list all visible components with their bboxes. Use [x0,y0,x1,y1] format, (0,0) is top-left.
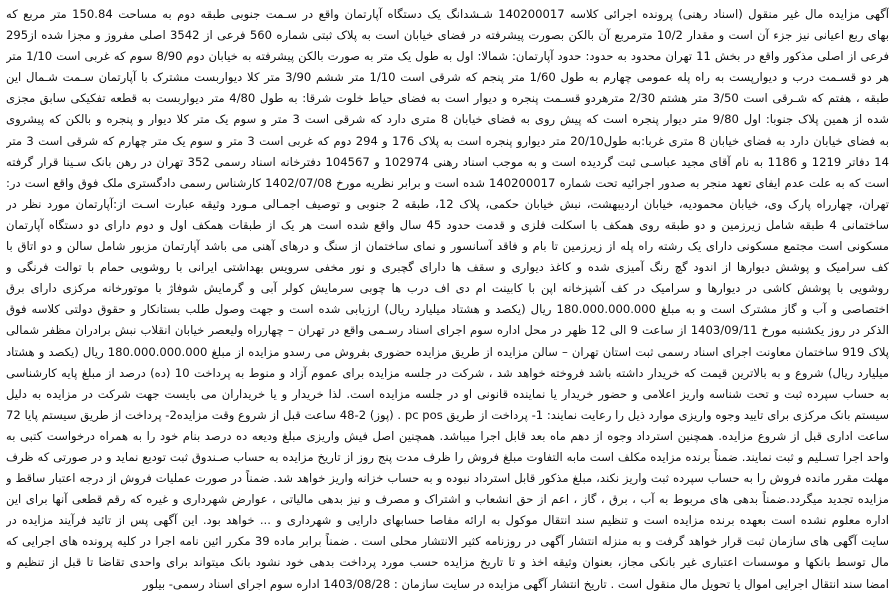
notice-line: سیستم بانک مرکزی برای تایید وجوه واریزی موارد ذیل را رعایت نمایند: 1- پرداخت از طریق pc pos . (پوز) 2-48 ساعت قبل از شروع وقت مزایده2- پرداخت از طریق سیستم پایا 72 [6,407,889,422]
notice-line: تهران، چهارراه پارک وی، خیابان محمودیه، خیابان اردیبهشت، نبش خیابان حکمی، پلاک 12، طبقه 2 جنوبی و توصیف اجمـالی مـورد وثیقه عبارت اسـت از:آپارتمان مورد نظر در [6,196,889,211]
notice-line: آگهی مزایده مال غیر منقول (اسناد رهنی) پرونده اجرائی کلاسه 140200017 شـشدانگ یک دستگاه آپارتمان واقع در سـمت جنوبی طبقه دوم به مساحت 150.84 متر مربع که [6,7,889,21]
notice-line: میلیارد ریال) شروع و به بالاترین قیمت که خریدار داشته باشد فروخته خواهد شد ، شرکت در جلسه مزایده برای عموم آزاد و منوط به پرداخت 10 (ده) درصد از مبلغ پایه کارشناسی [6,365,889,380]
notice-line: ساعت اداری قبل از شروع مزایده. همچنین استرداد وجوه از دهم ماه بعد قابل اجرا میباشد. همچنین اصل فیش واریزی مبلغ ودیعه ده درصد بنام خود را به همراه درخواست کتبی به [6,428,889,443]
notice-line: شده از همین پلاک جنوبا: اول 9/80 متر دیوار پنجره است که پیش روی به فضای خیابان 8 متری دارد که شرقی است 3 متر و سوم یک متر کلا دیوار و پنجره و بالکن که پیشروی [6,112,889,127]
notice-line: اختصاصی و آب و گاز مشترک است و به مبلغ 180.000.000.000 ریال (یکصد و هشتاد میلیارد ریال) ارزیابی شده است و جهت وصول طلب بستانکار و حقوق دولتی کلاسه فوق [6,302,889,317]
notice-line: 14 دفاتر 1219 و 1186 به نام آقای مجید عباسـی ثبت گردیده است و به موجب اسناد رهنی 102974 و 104567 دفترخانه اسناد رسمی 352 تهران در رهن بانک سـینا قرار گرفته [6,154,889,169]
notice-line: کف سرامیک و پوشش دیوارها از اندود گچ رنگ آمیزی شده و کاغذ دیواری و سقف ها دارای گچبری و نور مخفی سرویس بهداشتی ایرانی با روشویی حمام با توالت فرنگی و [6,260,889,275]
notice-line: روشویی با پوشش کاشی در دیوارها و سرامیک در کف آشپزخانه اپن با کابینت ام دی اف درب ها چوبی سرمایش کولر آبی و گرمایش شوفاژ با موتورخانه مرکزی دارای برق [6,281,889,296]
notice-line: مال توسط بانکها و موسسات اعتباری غیر بانکی مجاز، بعنوان وثیقه اخذ و تا تاریخ مزایده حسب مورد پرداخت بدهی خود نشود بانک میتواند برای واحدی تقاضا تا قبل از تنظیم و [6,555,889,570]
notice-line: ساختمانی 4 طبقه شامل زیرزمین و دو طبقه روی همکف با اسکلت فلزی و قدمت حدود 45 سال واقع شده است هر یک از طبقات همکف اول و دوم دارای دو دستگاه آپارتمان [6,217,889,232]
notice-line: سایت آگهی های سازمان ثبت قرار خواهد گرفت و به منزله انتشار آگهی در روزنامه کثیر الانتشار محلی است . ضمناً برابر ماده 39 مکرر ائین نامه اجرا در کلیه پرونده های اجرایی که [6,534,889,549]
notice-line: به فضای خیابان دارد به فضای خیابان 8 متری غربا:به طول20/10 متر دیوارو پنجره است به پلاک 176 و 294 دوم که غربی است 3 متر و سوم یک متر چهارم که شرقی است 3 متر [6,133,889,148]
notice-line: هر دو قسـمت درب و دیوارپست به راه پله عمومی چهارم به طول 1/60 متر پنجم که شرقی است 1/10 متر ششم 3/90 متر کلا دیواربست مشترک با آپارتمان سـمت شـمال این [6,70,889,85]
notice-line: طبقه ، هفتم که شـرقی است 3/50 متر هشتم 2/30 مترهردو قسـمت پنجره و دیوار است به فضای حیاط خلوت شرقا: به طول 4/80 متر دیواربست به قطعه تفکیکی سابق مجزی [6,91,889,106]
notice-line: مزایده تجدید میگردد.ضمناً بدهی های مربوط به آب ، برق ، گاز ، اعم از حق انشعاب و اشتراک و مصرف و نیز بدهی مالیاتی ، عوارض شهرداری و غیره که رقم قطعی آنها برای این [6,492,889,507]
notice-line: اداره معلوم نشده است بعهده برنده مزایده است و تنظیم سند انتقال موکول به ارائه مفاصا حسابهای دارایی و شهرداری و ... خواهد بود. این آگهی پس از تائید فرآیند مزایده در [6,513,889,528]
notice-line: بهای ربع اعیانی نیز جزء آن است و مقدار 10/2 مترمربع آن بالکن بصورت پیشرفته در فضای خیابان است به پلاک ثبتی شماره 560 فرعی از 3542 اصلی مفروز و مجزا شده از295 [6,28,889,43]
notice-line: مهلت مقرر مانده فروش را به حساب سپرده ثبت واریز نکند، مبلغ مذکور قابل استرداد نبوده و به حساب خزانه واریز خواهد شد. ضمناً در صورت عملیات فروش از درجه اعتبار ساقط و [6,471,889,486]
notice-line: پلاک 919 ساختمان معاونت اجرای اسناد رسمی ثبت استان تهران – سالن مزایده از طریق مزایده حضوری بفروش می رسدو مزایده از مبلغ 180.000.000.000 ریال (یکصد و هشتاد [6,344,889,359]
notice-line: واحد اجرا تسـلیم و ثبت نمایند. ضمناً برنده مزایده مکلف است مابه التفاوت مبلغ فروش را ظرف مدت پنج روز از تاریخ مزایده به حساب صـندوق ثبت تودیع نماید و در صورتی که ظرف [6,449,889,464]
notice-line: امضا سند انتقال اجرایی اموال یا تحویل مال منقول است . تاریخ انتشار آگهی مزایده در سایت سازمان : 1403/08/28 اداره سوم اجرای اسناد رسمی- بیلور [142,576,889,591]
notice-line: مسکونی است مجتمع مسکونی دارای یک رشته راه پله از زیرزمین تا بام و فاقد آسانسور و نمای ساختمان از سنگ و درهای آهنی می باشد آپارتمان مزبور شامل سالن و دو اتاق با [6,239,889,254]
notice-line: به حساب سپرده ثبت و تحت شناسه واریز اعلامی و حضور خریدار یا نماینده قانونی او در جلسه مزایده است. لذا خریدار و یا خریداران می بایست جهت شرکت در مزایده به دلیل [6,386,889,401]
notice-line: است که به علت عدم ایفای تعهد منجر به صدور اجرائیه تحت شماره 140200017 شده است و برابر نظریه مورخ 1402/07/08 کارشناس رسمی دادگستری ملک فوق واقع است در: [6,175,889,190]
notice-line: فرعی از اصلی مذکور واقع در بخش 11 تهران محدود به حدود: حدود آپارتمان: شمالا: اول به طول یک متر به صورت بالکن پیشرفته به خیابان دوم 8/90 سوم که غربی است 1/10 متر [6,49,889,64]
notice-line: الذکر در روز یکشنبه مورخ 1403/09/11 از ساعت 9 الی 12 ظهر در محل اداره سوم اجرای اسناد رسـمی واقع در تهران – چهارراه ولیعصر خیابان انقلاب نبش برادران مظفر شمالی [6,323,889,338]
